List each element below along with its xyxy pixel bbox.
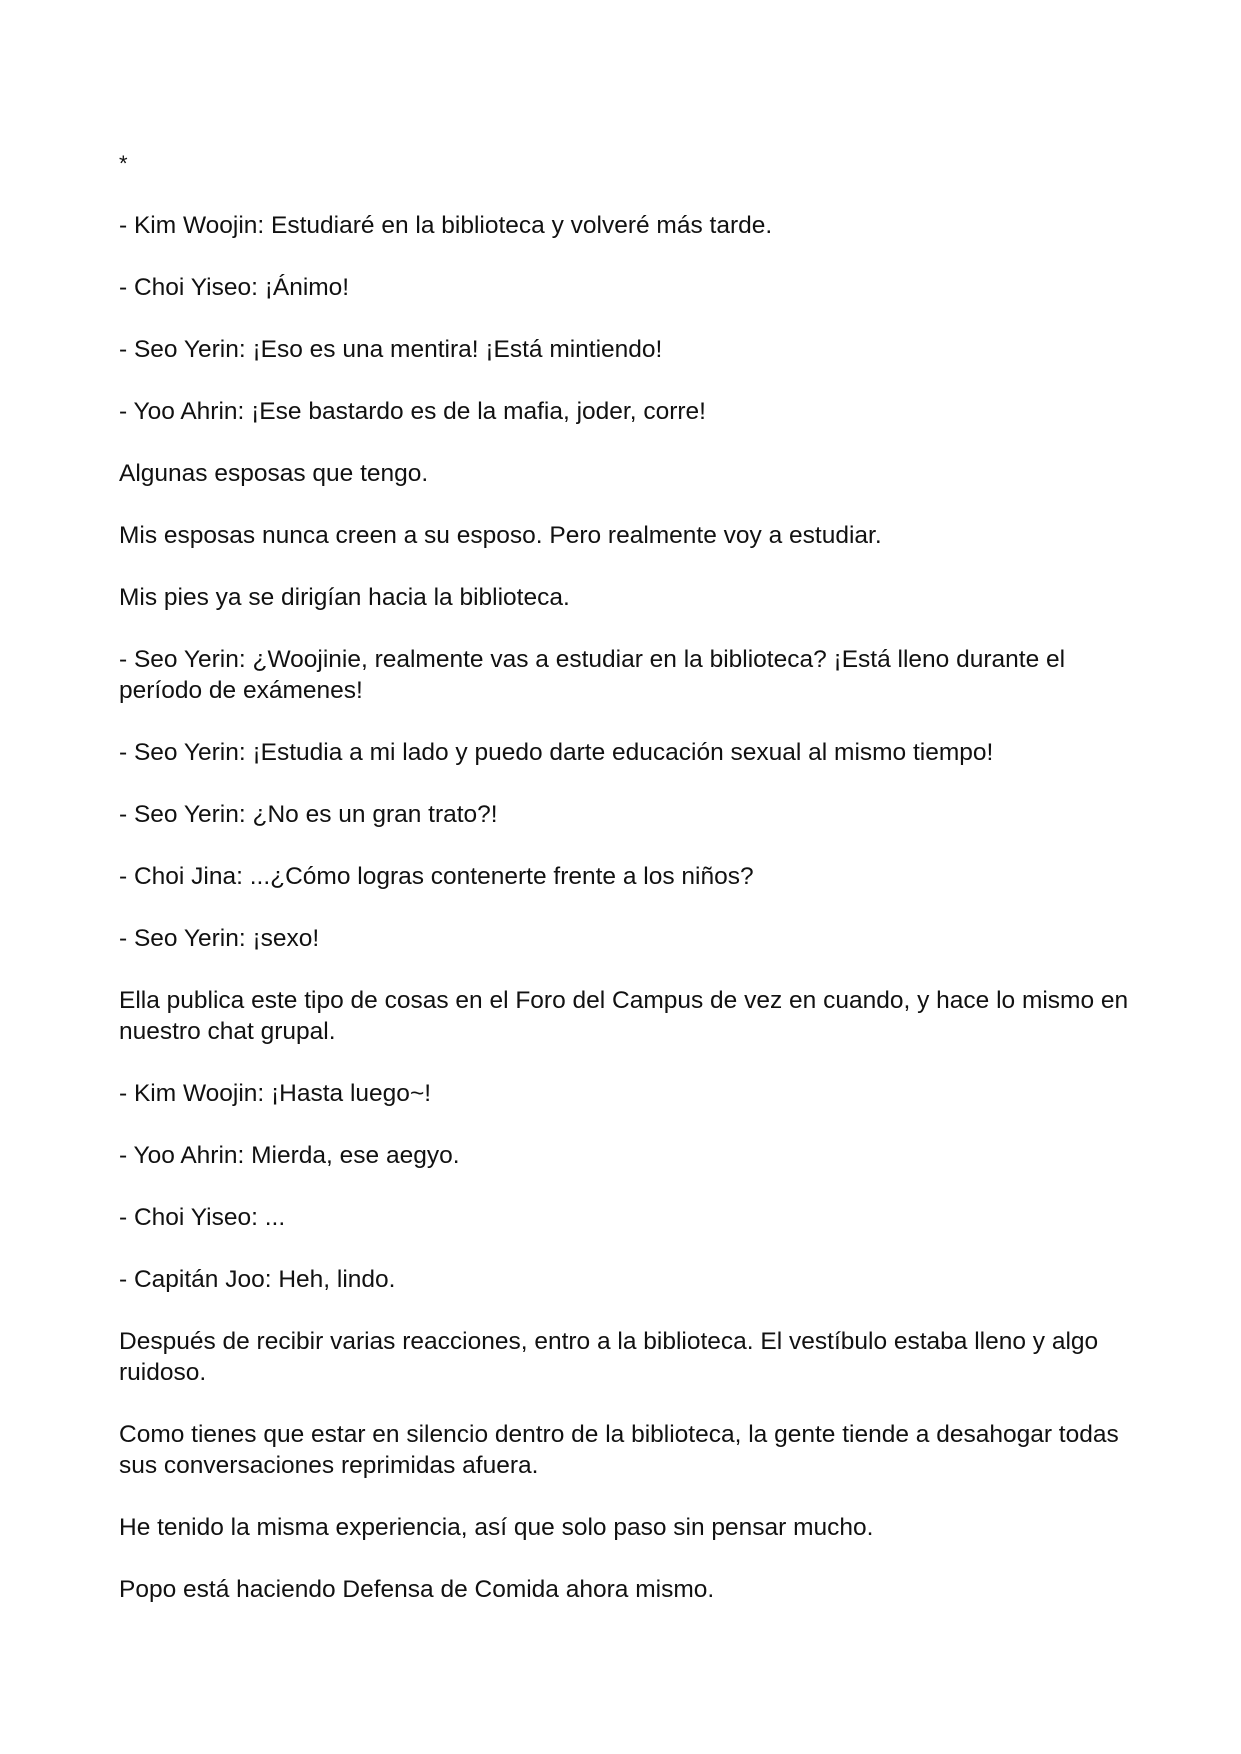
paragraph-12: - Seo Yerin: ¡sexo! [119,925,320,952]
paragraph-4: - Yoo Ahrin: ¡Ese bastardo es de la mafia, joder, corre! [119,398,706,425]
paragraph-20: He tenido la misma experiencia, así que solo paso sin pensar mucho. [119,1514,874,1541]
paragraph-19: Como tienes que estar en silencio dentro de la biblioteca, la gente tiende a desahogar todas sus conversaciones reprimidas afuera. [119,1421,1119,1479]
paragraph-1: - Kim Woojin: Estudiaré en la biblioteca y volveré más tarde. [119,212,773,239]
document-body [119,148,1129,1636]
paragraph-14: - Kim Woojin: ¡Hasta luego~! [119,1080,432,1107]
paragraph-21: Popo está haciendo Defensa de Comida ahora mismo. [119,1576,715,1603]
paragraph-18: Después de recibir varias reacciones, entro a la biblioteca. El vestíbulo estaba lleno y algo ruidoso. [119,1328,1099,1386]
paragraph-5: Algunas esposas que tengo. [119,460,429,487]
paragraph-7: Mis pies ya se dirigían hacia la biblioteca. [119,584,570,611]
paragraph-6: Mis esposas nunca creen a su esposo. Pero realmente voy a estudiar. [119,522,882,549]
paragraph-3: - Seo Yerin: ¡Eso es una mentira! ¡Está mintiendo! [119,336,663,363]
paragraph-17: - Capitán Joo: Heh, lindo. [119,1266,396,1293]
paragraph-2: - Choi Yiseo: ¡Ánimo! [119,274,350,301]
paragraph-16: - Choi Yiseo: ... [119,1204,286,1231]
paragraph-15: - Yoo Ahrin: Mierda, ese aegyo. [119,1142,460,1169]
scene-separator: * [119,151,128,176]
paragraph-8: - Seo Yerin: ¿Woojinie, realmente vas a estudiar en la biblioteca? ¡Está lleno durante el período de exámenes! [119,646,1066,704]
paragraph-9: - Seo Yerin: ¡Estudia a mi lado y puedo darte educación sexual al mismo tiempo! [119,739,994,766]
paragraph-13: Ella publica este tipo de cosas en el Foro del Campus de vez en cuando, y hace lo mismo en nuestro chat grupal. [119,987,1129,1045]
paragraph-10: - Seo Yerin: ¿No es un gran trato?! [119,801,498,828]
paragraph-11: - Choi Jina: ...¿Cómo logras contenerte frente a los niños? [119,863,754,890]
